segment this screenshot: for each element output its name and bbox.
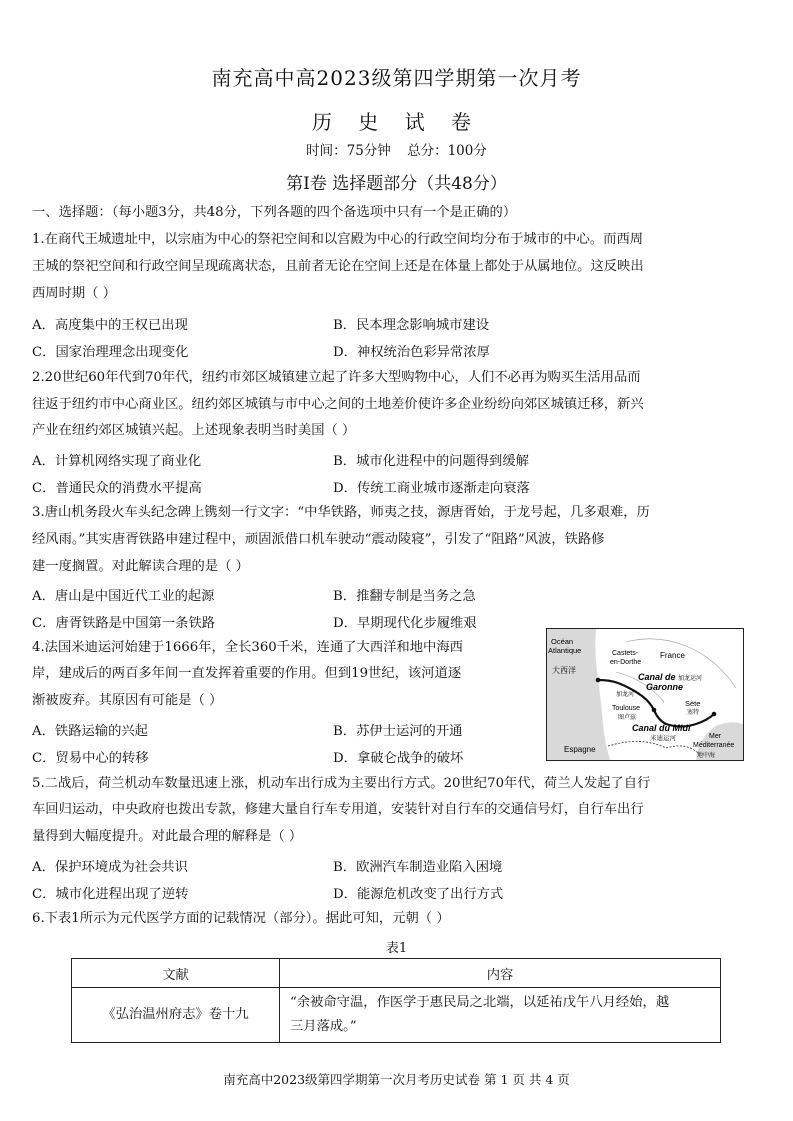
question-text-line: 6.下表1所示为元代医学方面的记载情况（部分）。据此可知，元朝（ ） <box>32 911 450 926</box>
map-label-castets: en-Dorthe <box>610 659 642 666</box>
map-label-ocean: Atlantique <box>548 646 582 655</box>
question-text-line: 量得到大幅度提升。对此最合理的解释是（ ） <box>32 829 303 844</box>
map-label-mer: Mer <box>709 733 722 740</box>
map-label-toulouse-zh: 图卢兹 <box>618 714 637 721</box>
option-b[interactable]: B．推翻专制是当务之急 <box>333 589 476 604</box>
map-label-toulouse: Toulouse <box>612 705 641 712</box>
option-d[interactable]: D．早期现代化步履维艰 <box>333 616 477 631</box>
question-text-line: 2.20世纪60年代到70年代，纽约市郊区城镇建立起了许多大型购物中心，人们不必再为购买生活用品而 <box>32 370 641 385</box>
option-a[interactable]: A．唐山是中国近代工业的起源 <box>32 589 215 604</box>
exam-title: 南充高中高2023级第四学期第一次月考 <box>211 66 582 90</box>
option-b[interactable]: B．欧洲汽车制造业陷入困境 <box>333 860 503 875</box>
option-a[interactable]: A．计算机网络实现了商业化 <box>32 454 202 469</box>
question-text-line: 建一度搁置。对此解读合理的是（ ） <box>32 559 249 574</box>
option-c[interactable]: C．唐胥铁路是中国第一条铁路 <box>32 616 216 631</box>
question-text-line: 王城的祭祀空间和行政空间呈现疏离状态，且前者无论在空间上还是在体量上都处于从属地位。这反映出 <box>32 259 644 274</box>
toulouse-marker <box>652 708 657 713</box>
option-d[interactable]: D．拿破仑战争的破坏 <box>333 751 464 766</box>
map-label-sete: Sète <box>685 699 701 708</box>
option-c[interactable]: C．城市化进程出现了逆转 <box>32 887 189 902</box>
map-label-canal-garonne: Garonne <box>646 682 684 692</box>
map-label-france: France <box>660 651 685 660</box>
option-c[interactable]: C．贸易中心的转移 <box>32 751 149 766</box>
option-d[interactable]: D．能源危机改变了出行方式 <box>333 887 504 902</box>
question-text-line: 岸，建成后的两百多年间一直发挥着重要的作用。但到19世纪，该河道逐 <box>32 666 462 681</box>
table-cell-content-line: 三月落成。” <box>290 1019 357 1034</box>
question-text-line: 5.二战后，荷兰机动车数量迅速上涨，机动车出行成为主要出行方式。20世纪70年代，荷兰人发起了自行 <box>32 776 651 791</box>
option-b[interactable]: B．民本理念影响城市建设 <box>333 318 490 333</box>
question-text-line: 3.唐山机务段火车头纪念碑上镌刻一行文字：“中华铁路，师夷之技，源唐胥始，于龙号起，几多艰难，历 <box>32 505 650 520</box>
question-text-line: 1.在商代王城遗址中，以宗庙为中心的祭祀空间和以宫殿为中心的行政空间均分布于城市的中心。而西周 <box>32 232 644 247</box>
map-label-canal-midi: Canal du Midi <box>632 723 691 733</box>
table-cell-source: 《弘治温州府志》卷十九 <box>72 988 280 1043</box>
castets-marker <box>596 678 601 683</box>
question-text-line: 渐被废弃。其原因有可能是（ ） <box>32 693 223 708</box>
map-label-ocean: Océan <box>551 637 574 646</box>
map-label-mer: Méditerranée <box>693 742 735 749</box>
table-cell-content-line: “余被命守温，作医学于惠民局之北端，以延祐戊午八月经始，越 <box>290 995 670 1010</box>
table-cell-content <box>280 988 721 1043</box>
option-a[interactable]: A．铁路运输的兴起 <box>32 724 148 739</box>
question-text-line: 经风雨。”其实唐胥铁路申建过程中，顽固派借口机车驶动“震动陵寝”，引发了“阻路”风波，铁路修 <box>32 532 605 547</box>
page-footer: 南充高中2023级第四学期第一次月考历史试卷 第 1 页 共 4 页 <box>223 1072 570 1087</box>
question-text-line: 车回归运动，中央政府也拨出专款，修建大量自行车专用道，安装针对自行车的交通信号灯，自行车出行 <box>32 802 644 817</box>
canal-du-midi-map <box>546 628 744 761</box>
option-d[interactable]: D．传统工商业城市逐渐走向衰落 <box>333 481 530 496</box>
records-table <box>71 958 721 1043</box>
option-b[interactable]: B．城市化进程中的问题得到缓解 <box>333 454 529 469</box>
question-text-line: 往返于纽约市中心商业区。纽约郊区城镇与市中心之间的土地差价使许多企业纷纷向郊区城镇迁移，新兴 <box>32 397 644 412</box>
exam-meta <box>0 139 793 159</box>
option-b[interactable]: B．苏伊士运河的开通 <box>333 724 463 739</box>
question-text-line: 西周时期（ ） <box>32 286 117 301</box>
map-label-garonne-river-zh: 加龙河 <box>616 691 635 698</box>
sete-marker <box>712 712 717 717</box>
option-c[interactable]: C．国家治理理念出现变化 <box>32 345 189 360</box>
map-label-espagne: Espagne <box>564 745 596 754</box>
instructions: 一、选择题：（每小题3分，共48分，下列各题的四个备选项中只有一个是正确的） <box>32 205 517 220</box>
question-text-line: 产业在纽约郊区城镇兴起。上述现象表明当时美国（ ） <box>32 423 356 438</box>
option-c[interactable]: C．普通民众的消费水平提高 <box>32 481 202 496</box>
table-header-row <box>72 959 721 988</box>
table-header-cell: 文献 <box>72 959 280 988</box>
section-heading: 第Ⅰ卷 选择题部分（共48分） <box>286 174 507 194</box>
map-label-sete-zh: 塞特 <box>687 709 700 716</box>
map-label-ocean-zh: 大西洋 <box>552 666 576 675</box>
map-label-canal-garonne: Canal de <box>638 672 676 682</box>
question-text-line: 4.法国米迪运河始建于1666年，全长360千米，连通了大西洋和地中海西 <box>32 640 463 655</box>
map-label-midi-zh: 米迪运河 <box>650 734 676 742</box>
table-header-cell: 内容 <box>280 959 721 988</box>
table-row <box>72 988 721 1043</box>
option-a[interactable]: A．高度集中的王权已出现 <box>32 318 188 333</box>
exam-time: 时间：75分钟 <box>306 143 391 159</box>
map-label-castets: Castets- <box>612 650 639 657</box>
table-caption: 表1 <box>385 941 408 956</box>
map-label-med-zh: 地中海 <box>697 752 716 759</box>
exam-score: 总分：100分 <box>407 143 487 159</box>
option-d[interactable]: D．神权统治色彩异常浓厚 <box>333 345 490 360</box>
map-label-garonne-zh: 加龙运河 <box>678 675 703 682</box>
exam-subtitle: 历 史 试 卷 <box>311 110 482 134</box>
option-a[interactable]: A．保护环境成为社会共识 <box>32 860 188 875</box>
